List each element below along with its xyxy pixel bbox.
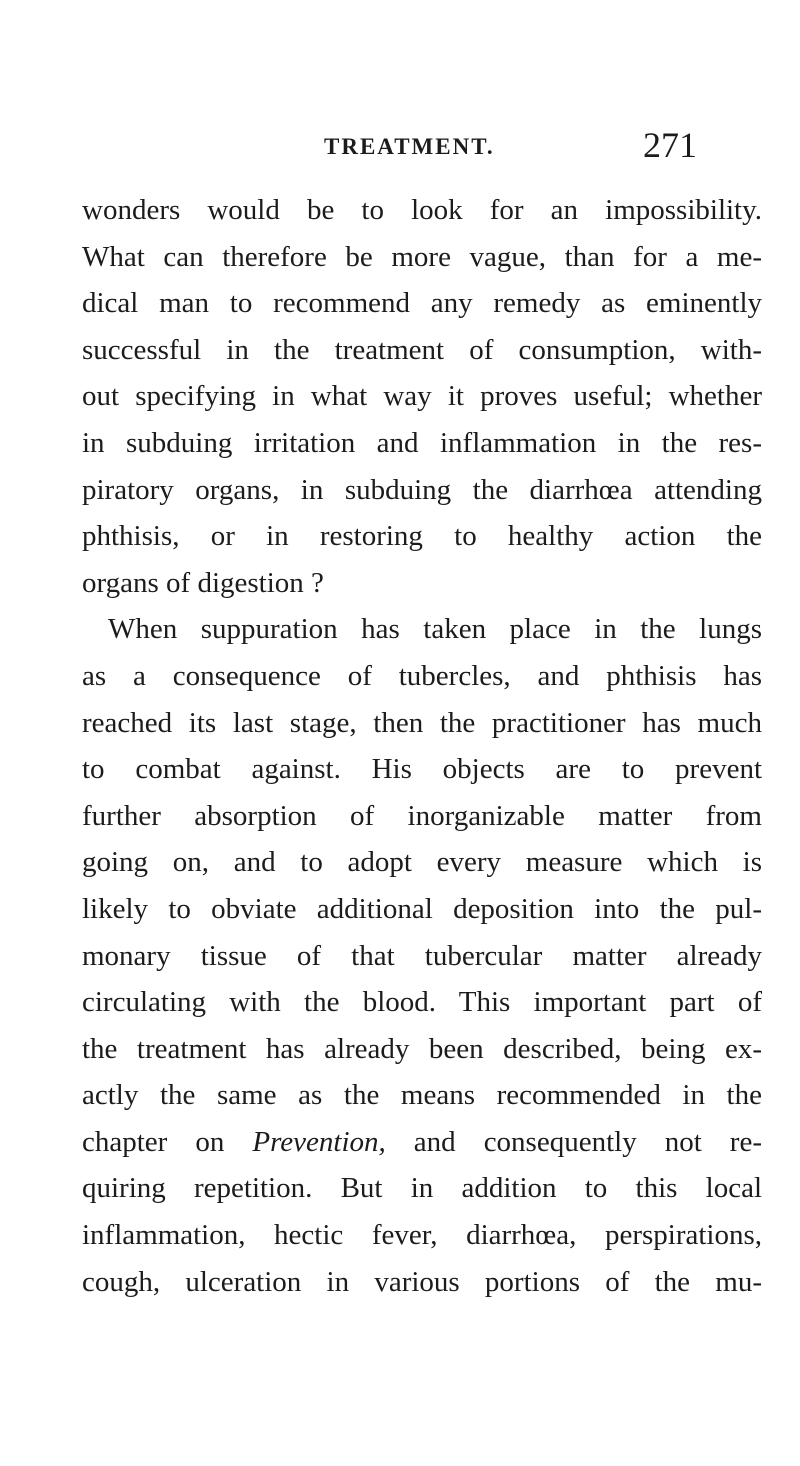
text-line: circulating with the blood. This important part of xyxy=(82,986,762,1019)
page-number: 271 xyxy=(643,125,697,165)
text-line: to combat against. His objects are to prevent xyxy=(82,753,762,786)
text-line: likely to obviate additional deposition into the pul- xyxy=(82,892,762,925)
chapter-title: TREATMENT. xyxy=(324,134,495,159)
text-line: organs of digestion ? xyxy=(82,566,324,599)
text-line: wonders would be to look for an impossibility. xyxy=(82,194,762,226)
text-line-with-italic xyxy=(82,1119,762,1166)
text-line: as a consequence of tubercles, and phthisis has xyxy=(82,659,762,692)
text-line: phthisis, or in restoring to healthy action the xyxy=(82,520,762,553)
text-line: going on, and to adopt every measure which is xyxy=(82,846,762,879)
text-line: What can therefore be more vague, than for a me- xyxy=(82,240,762,273)
paragraph-start-line: When suppuration has taken place in the lungs xyxy=(108,613,762,646)
italic-reference: Prevention, xyxy=(252,1125,386,1158)
text-line: actly the same as the means recommended in the xyxy=(82,1079,762,1112)
text-line: reached its last stage, then the practitioner has much xyxy=(82,706,762,739)
text-line: the treatment has already been described, being ex- xyxy=(82,1032,762,1065)
text-line: piratory organs, in subduing the diarrhœa attending xyxy=(82,473,762,506)
text-line: further absorption of inorganizable matter from xyxy=(82,799,762,832)
text-segment: and consequently not re- xyxy=(385,1125,762,1158)
text-line: out specifying in what way it proves useful; whether xyxy=(82,380,762,413)
text-line: inflammation, hectic fever, diarrhœa, perspirations, xyxy=(82,1219,762,1252)
text-line: quiring repetition. But in addition to this local xyxy=(82,1172,762,1205)
text-segment: chapter on xyxy=(82,1125,253,1158)
text-line: dical man to recommend any remedy as eminently xyxy=(82,287,762,320)
text-line: monary tissue of that tubercular matter already xyxy=(82,939,762,972)
text-line: in subduing irritation and inflammation in the res- xyxy=(82,426,762,459)
text-line: successful in the treatment of consumption, with- xyxy=(82,333,762,366)
running-header xyxy=(0,120,800,170)
text-line: cough, ulceration in various portions of the mu- xyxy=(82,1265,762,1298)
body-text xyxy=(82,187,762,1305)
